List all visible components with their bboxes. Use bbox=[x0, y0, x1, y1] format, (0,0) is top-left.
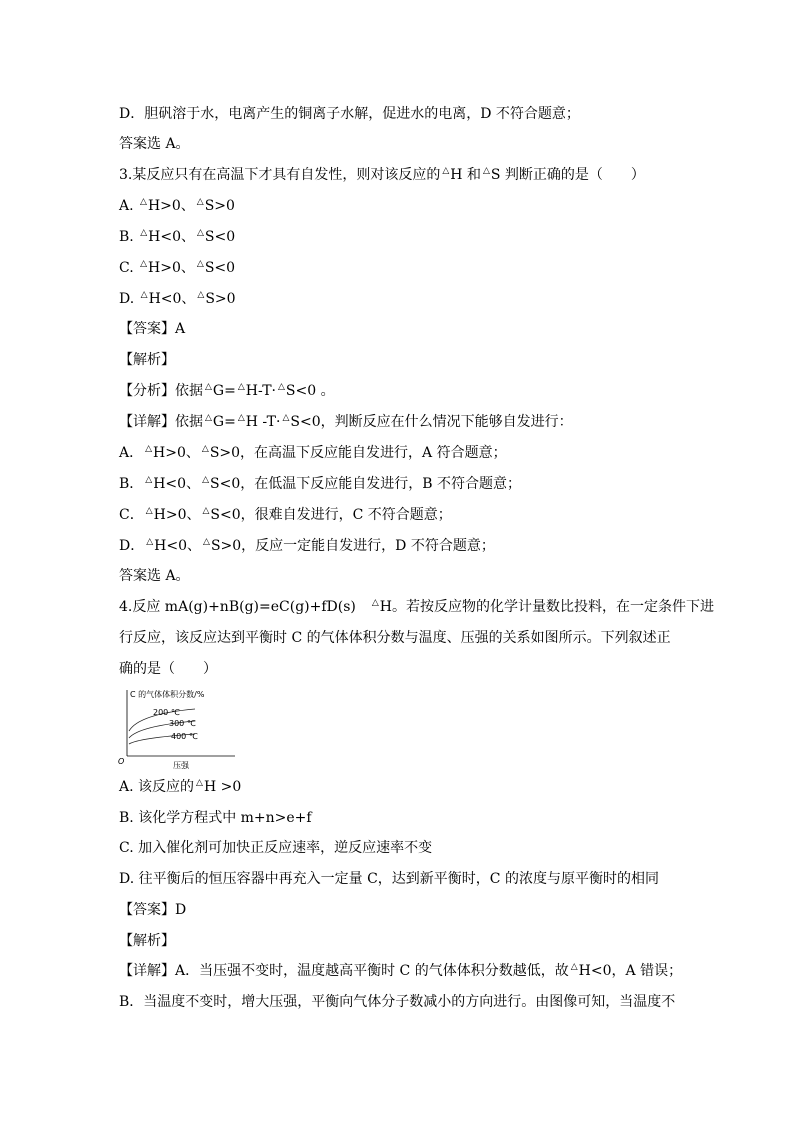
text-segment: 答案选 A。 bbox=[119, 136, 190, 152]
text-segment: S 判断正确的是（ ） bbox=[490, 167, 645, 183]
text-line-l6 bbox=[119, 258, 235, 280]
curve-label-200: 200 ℃ bbox=[153, 708, 180, 717]
text-segment: S<0，很难自发进行，C 不符合题意； bbox=[210, 507, 452, 523]
text-segment: H>0、 bbox=[147, 198, 195, 214]
text-line-l4 bbox=[119, 196, 235, 218]
text-line-l10 bbox=[119, 381, 335, 403]
text-segment: C. 加入催化剂可加快正反应速率，逆反应速率不变 bbox=[119, 840, 433, 856]
text-segment: C． bbox=[119, 507, 144, 523]
text-segment: 【详解】依据 bbox=[119, 414, 203, 430]
text-segment: B. bbox=[119, 229, 139, 245]
text-segment: S<0，在低温下反应能自发进行，B 不符合题意； bbox=[210, 476, 521, 492]
text-line-l27 bbox=[119, 992, 675, 1012]
text-segment: 答案选 A。 bbox=[119, 568, 190, 584]
text-segment: S<0 。 bbox=[285, 383, 335, 399]
text-line-l9 bbox=[119, 350, 175, 370]
text-segment: S>0，在高温下反应能自发进行，A 符合题意； bbox=[209, 445, 507, 461]
delta-symbol: △ bbox=[145, 475, 153, 485]
text-line-l23 bbox=[119, 869, 659, 889]
text-line-l24 bbox=[119, 900, 186, 920]
delta-symbol: △ bbox=[237, 413, 245, 423]
delta-symbol: △ bbox=[482, 166, 490, 176]
text-line-l12 bbox=[119, 443, 507, 465]
text-segment: B． bbox=[119, 476, 144, 492]
text-segment: G= bbox=[212, 414, 236, 430]
text-line-l26 bbox=[119, 961, 682, 983]
text-segment: 4.反应 mA(g)+nB(g)=eC(g)+fD(s) bbox=[119, 599, 370, 615]
text-segment: H<0、 bbox=[148, 229, 195, 245]
text-segment: A. bbox=[119, 198, 139, 214]
text-line-l17 bbox=[119, 597, 714, 619]
text-line-l19 bbox=[119, 659, 217, 679]
text-line-l13 bbox=[119, 474, 521, 496]
delta-symbol: △ bbox=[196, 197, 204, 207]
delta-symbol: △ bbox=[202, 475, 209, 485]
delta-symbol: △ bbox=[197, 290, 205, 300]
delta-symbol: △ bbox=[205, 382, 212, 392]
text-segment: H-T· bbox=[245, 383, 276, 399]
delta-symbol: △ bbox=[196, 778, 203, 788]
text-line-l2 bbox=[119, 134, 190, 154]
text-segment: A． bbox=[119, 445, 144, 461]
delta-symbol: △ bbox=[371, 598, 379, 608]
text-line-l21 bbox=[119, 808, 312, 828]
text-line-l1 bbox=[119, 104, 580, 124]
text-segment: H>0、 bbox=[148, 260, 195, 276]
text-segment: C. bbox=[119, 260, 139, 276]
text-line-l5 bbox=[119, 227, 235, 249]
text-segment: H -T· bbox=[245, 414, 281, 430]
delta-symbol: △ bbox=[237, 382, 245, 392]
text-segment: H<0、 bbox=[148, 291, 196, 307]
text-segment: H。若按反应物的化学计量数比投料，在一定条件下进 bbox=[379, 599, 714, 615]
text-segment: S>0 bbox=[204, 198, 235, 214]
text-segment: H<0，A 错误； bbox=[578, 963, 683, 979]
delta-symbol: △ bbox=[140, 259, 148, 269]
delta-symbol: △ bbox=[570, 962, 578, 972]
text-segment: S<0，判断反应在什么情况下能够自发进行： bbox=[290, 414, 573, 430]
text-segment: D．胆矾溶于水，电离产生的铜离子水解，促进水的电离，D 不符合题意； bbox=[119, 106, 580, 122]
text-segment: H>0、 bbox=[153, 445, 200, 461]
text-segment: H 和 bbox=[450, 167, 481, 183]
figure-c-fraction-vs-pressure bbox=[117, 686, 237, 770]
delta-symbol: △ bbox=[140, 228, 148, 238]
curve-label-400: 400 ℃ bbox=[171, 732, 198, 741]
text-segment: S>0，反应一定能自发进行，D 不符合题意； bbox=[210, 538, 495, 554]
text-segment: H>0、 bbox=[153, 507, 201, 523]
text-segment: 【解析】 bbox=[119, 352, 175, 368]
text-segment: A. 该反应的 bbox=[119, 779, 195, 795]
text-segment: D． bbox=[119, 538, 145, 554]
text-segment: D. bbox=[119, 291, 139, 307]
text-segment: 行反应，该反应达到平衡时 C 的气体体积分数与温度、压强的关系如图所示。下列叙述正 bbox=[119, 630, 671, 646]
delta-symbol: △ bbox=[145, 506, 153, 516]
delta-symbol: △ bbox=[140, 290, 148, 300]
text-segment: H >0 bbox=[203, 779, 242, 795]
x-axis-label: 压强 bbox=[173, 761, 189, 770]
text-segment: S<0 bbox=[204, 260, 236, 276]
delta-symbol: △ bbox=[196, 228, 204, 238]
text-line-l7 bbox=[119, 289, 236, 311]
text-line-l25 bbox=[119, 931, 175, 951]
text-segment: 【详解】A．当压强不变时，温度越高平衡时 C 的气体体积分数越低，故 bbox=[119, 963, 569, 979]
origin-label: O bbox=[118, 757, 125, 766]
text-line-l16 bbox=[119, 566, 190, 586]
text-segment: 确的是（ ） bbox=[119, 661, 217, 677]
delta-symbol: △ bbox=[201, 444, 209, 454]
delta-symbol: △ bbox=[203, 537, 210, 547]
delta-symbol: △ bbox=[140, 197, 147, 207]
curve-label-300: 300 ℃ bbox=[169, 719, 196, 728]
text-segment: D. 往平衡后的恒压容器中再充入一定量 C，达到新平衡时，C 的浓度与原平衡时的相同 bbox=[119, 871, 659, 887]
delta-symbol: △ bbox=[145, 444, 153, 454]
text-segment: 【解析】 bbox=[119, 933, 175, 949]
delta-symbol: △ bbox=[202, 506, 210, 516]
text-line-l3 bbox=[119, 165, 645, 187]
delta-symbol: △ bbox=[278, 382, 285, 392]
delta-symbol: △ bbox=[282, 413, 290, 423]
text-segment: G= bbox=[212, 383, 236, 399]
text-line-l15 bbox=[119, 536, 495, 558]
text-segment: B．当温度不变时，增大压强，平衡向气体分子数减小的方向进行。由图像可知，当温度不 bbox=[119, 994, 676, 1010]
text-line-l22 bbox=[119, 838, 432, 858]
delta-symbol: △ bbox=[205, 413, 212, 423]
delta-symbol: △ bbox=[146, 537, 154, 547]
delta-symbol: △ bbox=[442, 166, 450, 176]
text-line-l18 bbox=[119, 628, 671, 648]
text-segment: 3.某反应只有在高温下才具有自发性，则对该反应的 bbox=[119, 167, 441, 183]
text-segment: S<0 bbox=[204, 229, 236, 245]
text-line-l20 bbox=[119, 777, 241, 799]
text-segment: 【答案】D bbox=[119, 902, 187, 918]
y-axis-label: C 的气体体积分数/% bbox=[130, 690, 205, 699]
text-line-l8 bbox=[119, 319, 185, 339]
text-segment: B. 该化学方程式中 m+n>e+f bbox=[119, 810, 312, 826]
text-segment: S>0 bbox=[205, 291, 236, 307]
text-line-l14 bbox=[119, 505, 452, 527]
text-segment: H<0、 bbox=[154, 538, 202, 554]
text-segment: 【答案】A bbox=[119, 321, 186, 337]
text-line-l11 bbox=[119, 412, 573, 434]
text-segment: 【分析】依据 bbox=[119, 383, 203, 399]
text-segment: H<0、 bbox=[153, 476, 201, 492]
delta-symbol: △ bbox=[196, 259, 204, 269]
